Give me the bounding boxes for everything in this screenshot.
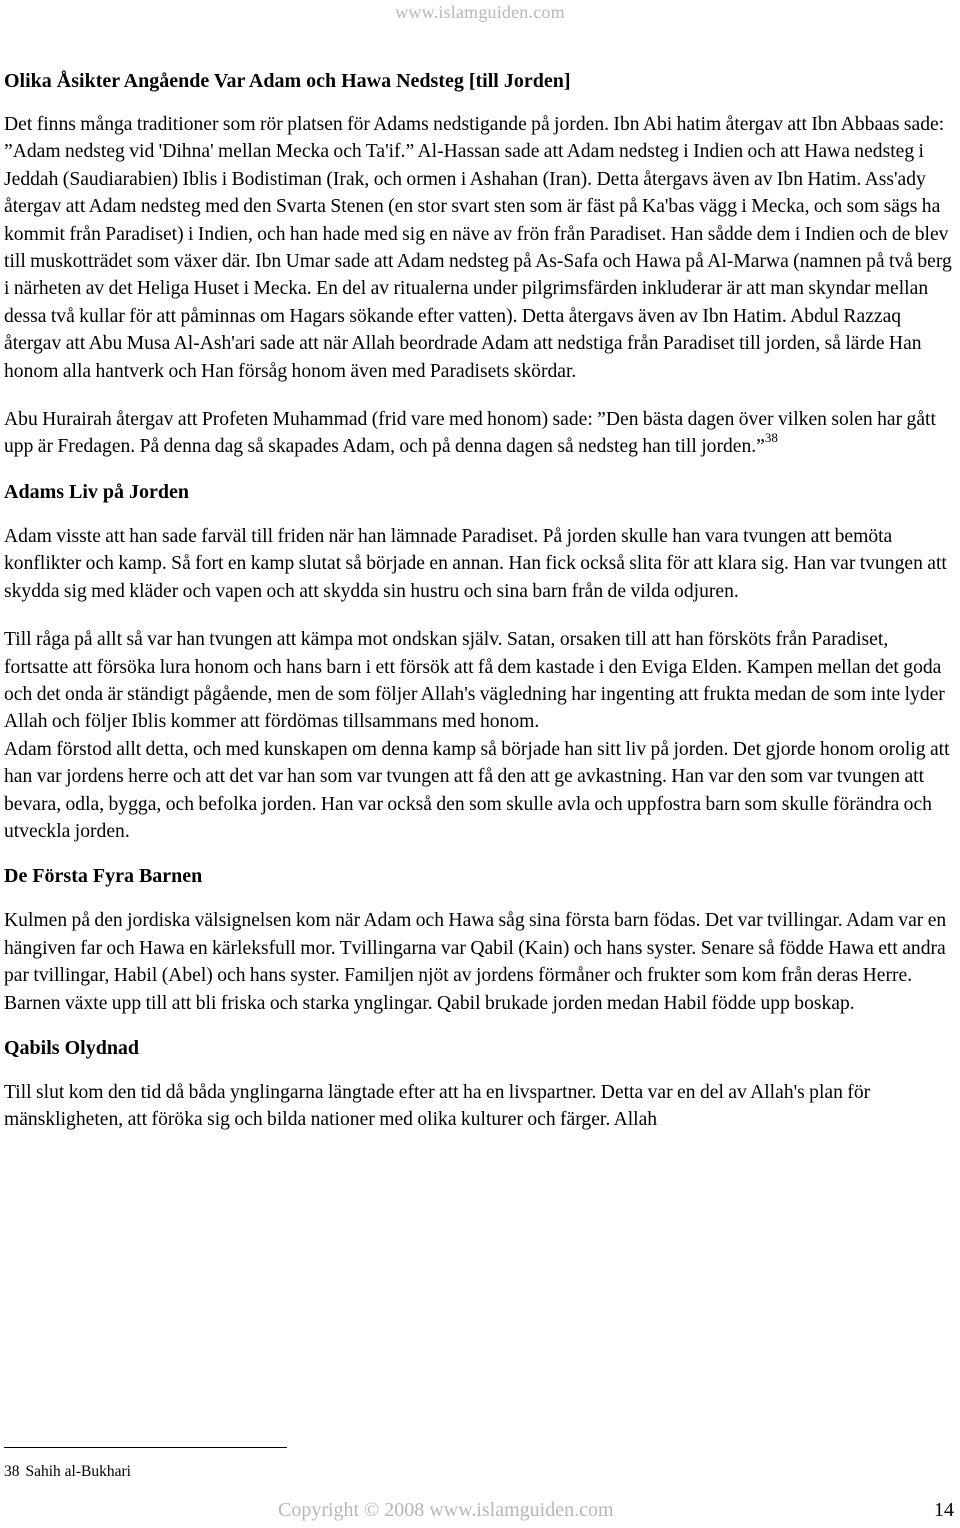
page-header-site: www.islamguiden.com [395,2,565,22]
paragraph-landing-traditions: Det finns många traditioner som rör platsen för Adams nedstigande på jorden. Ibn Abi hatim återgav att Ibn Abbaas sade: ”Adam nedsteg vid 'Dihna' mellan Mecka och Ta'if.” Al-Hassan sade att Adam nedsteg i Indien och att Hawa nedsteg i Jeddah (Saudiarabien) Iblis i Bodistiman (Irak, och ormen i Ashahan (Iran). Detta återgavs även av Ibn Hatim. Ass'ady återgav att Adam nedsteg med den Svarta Stenen (en stor svart sten som är fäst på Ka'bas vägg i Mecka, och som sägs ha kommit från Paradiset) i Indien, och han hade med sig en näve av frön från Paradiset. Han sådde dem i Indien och de blev till muskotträdet som växer där. Ibn Umar sade att Adam nedsteg på As-Safa och Hawa på Al-Marwa (namnen på två berg i närheten av det Heliga Huset i Mecka. En del av ritualerna under pilgrimsfärden inkluderar är att man skyndar mellan dessa två kullar för att påminnas om Hagars sökande efter vatten). Detta återgavs även av Ibn Hatim. Abdul Razzaq återgav att Abu Musa Al-Ash'ari sade att när Allah beordrade Adam att nedstiga från Paradiset till jorden, så lärde Han honom alla hantverk och Han försåg honom även med Paradisets skördar. [4,114,952,382]
paragraph-twins: Kulmen på den jordiska välsignelsen kom när Adam och Hawa såg sina första barn födas. Det var tvillingar. Adam var en hängiven far och Hawa en kärleksfull mor. Tvillingarna var Qabil (Kain) och hans syster. Senare så födde Hawa ett andra par tvillingar, Habil (Abel) och hans syster. Familjen njöt av jordens förmåner och frukter som kom från deras Herre. Barnen växte upp till att bli friska och starka ynglingar. Qabil brukade jorden medan Habil födde upp boskap. [4,910,947,1014]
section-heading-landing-places: Olika Åsikter Angående Var Adam och Hawa Nedsteg [till Jorden] [4,70,571,92]
paragraph-friday-hadith-text: Abu Hurairah återgav att Profeten Muhammad (frid vare med honom) sade: ”Den bästa dagen över vilken solen har gått upp är Fredagen. På denna dag så skapades Adam, och på denna dagen så nedsteg han till jorden.” [4,409,936,458]
paragraph-farewell-to-peace: Adam visste att han sade farväl till friden när han lämnade Paradiset. På jorden skulle han vara tvungen att bemöta konflikter och kamp. Så fort en kamp slutat så började en annan. Han fick också slita för att klara sig. Han var tvungen att skydda sig med kläder och vapen och att skydda sin hustru och sina barn från de vilda odjuren. [4,525,947,602]
footnote-separator [4,1447,287,1448]
page-footer [0,1499,960,1525]
paragraph-struggle-against-evil: Till råga på allt så var han tvungen att kämpa mot ondskan själv. Satan, orsaken till att han försköts från Paradiset, fortsatte att försöka lura honom och hans barn i ett försök att få dem kastade i den Eviga Elden. Kampen mellan det goda och det onda är ständigt pågående, men de som följer Allah's vägledning har ingenting att frukta medan de som inte lyder Allah och följer Iblis kommer att fördömas tillsammans med honom. [4,629,945,733]
footnote-reference[interactable]: 38 [764,429,778,445]
footnote [4,1462,131,1482]
paragraph-life-partner: Till slut kom den tid då båda ynglingarna längtade efter att ha en livspartner. Detta var en del av Allah's plan för mänskligheten, att föröka sig och bilda nationer med olika kulturer och färger. Allah [4,1081,871,1131]
footnote-number: 38 [4,1463,20,1480]
paragraph-friday-hadith [4,406,956,461]
section-heading-first-four-children: De Första Fyra Barnen [4,865,203,888]
section-heading-qabil-disobedience: Qabils Olydnad [4,1036,140,1059]
footer-copyright: Copyright © 2008 www.islamguiden.com [278,1499,614,1521]
footnote-text: Sahih al-Bukhari [25,1463,131,1480]
page-number: 14 [934,1499,954,1521]
page-content [4,68,956,1134]
paragraph-adam-understood: Adam förstod allt detta, och med kunskapen om denna kamp så började han sitt liv på jorden. Det gjorde honom orolig att han var jordens herre och att det var han som var tvungen att få den att ge avkastning. Han var den som var tvungen att bevara, odla, bygga, och befolka jorden. Han var också den som skulle avla och uppfostra barn som skulle förändra och utveckla jorden. [4,738,950,842]
section-heading-life-on-earth: Adams Liv på Jorden [4,480,190,503]
